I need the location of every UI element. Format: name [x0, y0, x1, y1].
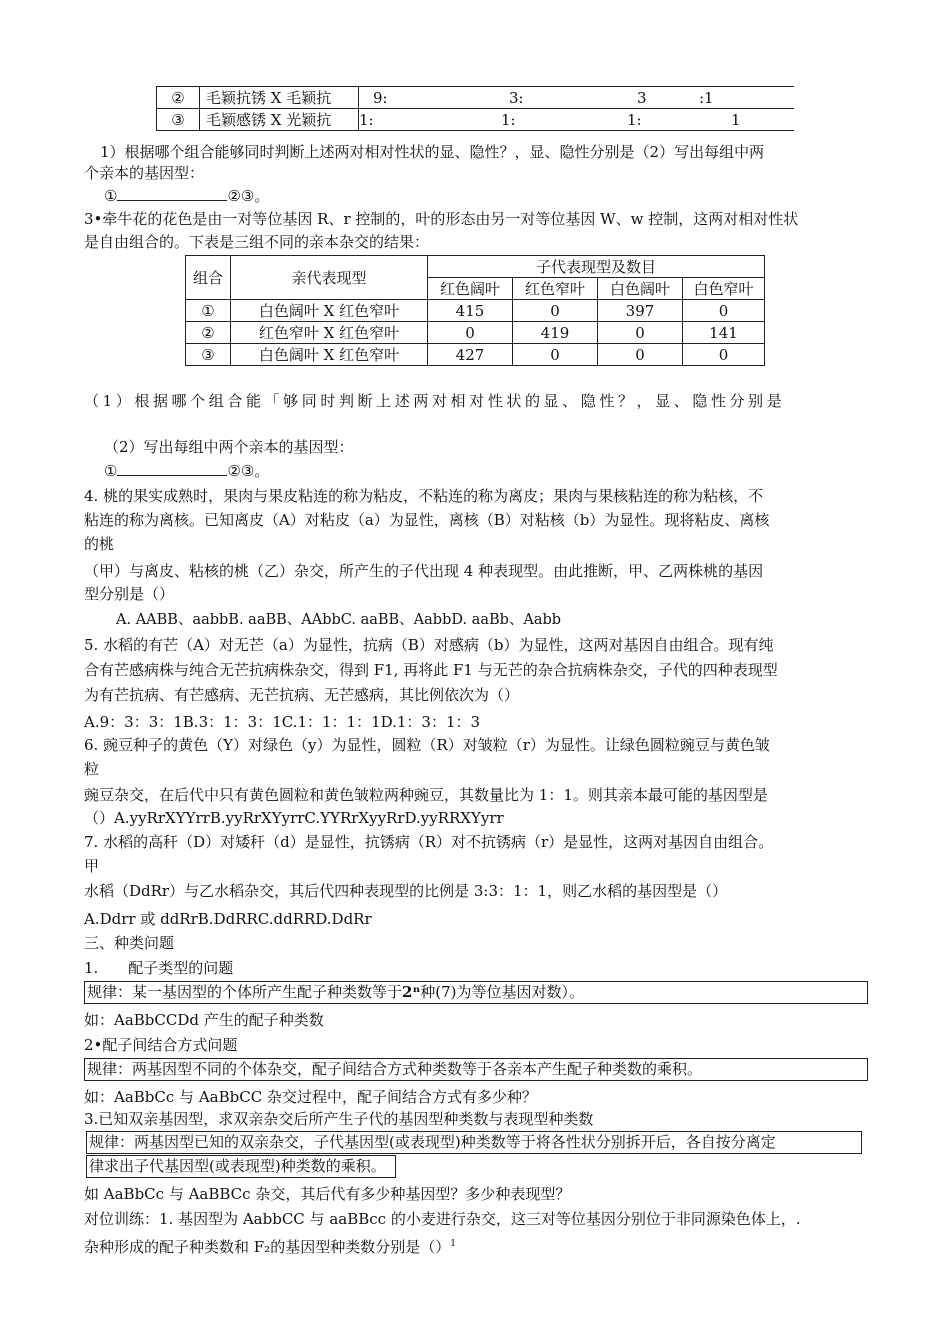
value-cell: 419	[513, 322, 598, 344]
rule-box-1	[84, 981, 868, 1004]
ratio-cell: 1:	[627, 109, 695, 131]
value-cell: 0	[683, 344, 765, 366]
table-row	[157, 109, 795, 131]
q7-line-3: 水稻（DdRr）与乙水稻杂交，其后代四种表现型的比例是 3:3：1：1，则乙水稻的基因型是（）	[84, 882, 728, 900]
rule-formula: 2ⁿ	[402, 983, 421, 1001]
header-col: 白色阔叶	[598, 278, 683, 300]
q6-line-3: 豌豆杂交，在后代中只有黄色圆粒和黄色皱粒两种豌豆，其数量比为 1：1。则其亲本最可能的基因型是	[84, 786, 768, 804]
header-offspring: 子代表现型及数目	[428, 256, 765, 278]
q6-line-1: 6. 豌豆种子的黄色（Y）对绿色（y）为显性，圆粒（R）对皱粒（r）为显性。让绿色圆粒豌豆与黄色皱	[84, 736, 770, 754]
value-cell: 0	[513, 300, 598, 322]
table-row	[186, 300, 765, 322]
q7-line-1: 7. 水稻的高秆（D）对矮秆（d）是显性，抗锈病（R）对不抗锈病（r）是显性，这两对基因自由组合。	[84, 833, 774, 851]
row-number: ②	[186, 322, 231, 344]
rule-text: 种(7)为等位基因对数）。	[420, 983, 584, 1001]
table-row	[157, 87, 795, 109]
answer-label: ①	[104, 462, 118, 480]
answer-label: ②③。	[227, 187, 270, 205]
row-number: ①	[186, 300, 231, 322]
cross-cell: 白色阔叶 X 红色窄叶	[231, 344, 428, 366]
q1-line-2: 个亲本的基因型：	[84, 164, 205, 182]
q1-line-1: 1）根据哪个组合能够同时判断上述两对相对性状的显、隐性？，显、隐性分别是（2）写出每组中两	[100, 143, 765, 161]
ratio-cell: 1:	[359, 109, 494, 131]
cross-cell: 红色窄叶 X 红色窄叶	[231, 322, 428, 344]
header-parent: 亲代表现型	[231, 256, 428, 300]
q3b-answer-line	[104, 459, 269, 482]
answer-label: ①	[104, 187, 118, 205]
header-group: 组合	[186, 256, 231, 300]
value-cell: 0	[428, 322, 513, 344]
ratio-cell: 3	[627, 87, 695, 109]
q4-line-3: 的桃	[84, 535, 115, 553]
subsection-1: 1. 配子类型的问题	[84, 959, 234, 977]
morning-glory-table	[185, 255, 765, 366]
rule-box-3b: 律求出子代基因型(或表现型)种类数的乘积。	[86, 1155, 396, 1178]
q4-line-2: 粘连的称为离核。已知离皮（A）对粘皮（a）为显性，离核（B）对粘核（b）为显性。现将粘皮、离核	[84, 511, 770, 529]
answer-blank[interactable]	[117, 184, 227, 201]
header-col: 白色窄叶	[683, 278, 765, 300]
table-header-row	[186, 256, 765, 278]
table-row	[186, 322, 765, 344]
q5-line-2: 合有芒感病株与纯合无芒抗病株杂交，得到 F1, 再将此 F1 与无芒的杂合抗病株杂交，子代的四种表现型	[84, 661, 778, 679]
ratio-cell: 3:	[493, 87, 627, 109]
q4-line-5: 型分别是（）	[84, 585, 175, 603]
q1-answer-line	[104, 184, 269, 207]
q7-options: A.Ddrr 或 ddRrB.DdRRC.ddRRD.DdRr	[84, 910, 372, 928]
footnote-mark: 1	[450, 1239, 456, 1249]
rule-box-2: 规律：两基因型不同的个体杂交，配子间结合方式种类数等于各亲本产生配子种类数的乘积。	[84, 1058, 868, 1081]
wheat-cross-table	[156, 86, 794, 131]
rule-box-3a: 规律：两基因型已知的双亲杂交，子代基因型(或表现型)种类数等于将各性状分别拆开后，各自按分离定	[86, 1131, 862, 1154]
training-line-1: 对位训练：1. 基因型为 AabbCC 与 aaBBcc 的小麦进行杂交，这三对等位基因分别位于非同源染色体上，.	[84, 1210, 801, 1228]
rule-text: 规律：某一基因型的个体所产生配子种类数等于	[87, 983, 403, 1001]
table-row	[186, 344, 765, 366]
q6-line-2: 粒	[84, 760, 100, 778]
cross-cell: 毛颖感锈 X 光颖抗	[200, 109, 359, 131]
answer-blank[interactable]	[117, 459, 227, 476]
q3b-line-1: （1）根据哪个组合能「够同时判断上述两对相对性状的显、隐性？，显、隐性分别是	[84, 392, 786, 410]
cross-cell: 毛颖抗锈 X 毛颖抗	[200, 87, 359, 109]
ratio-cell: 1	[695, 109, 794, 131]
example-3: 如 AaBbCc 与 AaBBCc 杂交，其后代有多少种基因型？多少种表现型？	[84, 1185, 571, 1203]
header-col: 红色阔叶	[428, 278, 513, 300]
value-cell: 141	[683, 322, 765, 344]
answer-label: ②③。	[227, 462, 270, 480]
training-line-2	[84, 1233, 456, 1258]
q4-line-1: 4. 桃的果实成熟时，果肉与果皮粘连的称为粘皮，不粘连的称为离皮；果肉与果核粘连的称为粘核，不	[84, 487, 764, 505]
row-number: ③	[157, 109, 200, 131]
q3b-line-2: （2）写出每组中两个亲本的基因型：	[104, 438, 354, 456]
q3-line-1: 3•牵牛花的花色是由一对等位基因 R、r 控制的，叶的形态由另一对等位基因 W、w 控制，这两对相对性状	[84, 210, 799, 228]
q3-line-2: 是自由组合的。下表是三组不同的亲本杂交的结果：	[84, 233, 430, 251]
value-cell: 0	[598, 322, 683, 344]
q4-options: A. AABB、aabbB. aaBB、AAbbC. aaBB、AabbD. aaBb、Aabb	[116, 612, 562, 628]
example-2: 如：AaBbCc 与 AaBbCC 杂交过程中，配子间结合方式有多少种？	[84, 1088, 537, 1106]
subsection-3: 3.已知双亲基因型，求双亲杂交后所产生子代的基因型种类数与表现型种类数	[84, 1110, 594, 1128]
ratio-cell: :1	[695, 87, 794, 109]
q4-line-4: （甲）与离皮、粘核的桃（乙）杂交，所产生的子代出现 4 种表现型。由此推断，甲、乙两株桃的基因	[84, 562, 764, 580]
q5-line-3: 为有芒抗病、有芒感病、无芒抗病、无芒感病，其比例依次为（）	[84, 686, 520, 704]
q5-options: A.9：3：3：1B.3：1：3：1C.1：1：1：1D.1：3：1：3	[84, 713, 481, 731]
value-cell: 0	[513, 344, 598, 366]
subsection-2: 2•配子间结合方式问题	[84, 1036, 238, 1054]
q7-line-2: 甲	[84, 857, 100, 875]
row-number: ②	[157, 87, 200, 109]
value-cell: 0	[598, 344, 683, 366]
value-cell: 415	[428, 300, 513, 322]
header-col: 红色窄叶	[513, 278, 598, 300]
training-text: 杂种形成的配子种类数和 F₂的基因型种类数分别是（）	[84, 1238, 451, 1256]
row-number: ③	[186, 344, 231, 366]
q6-options: （）A.yyRrXYYrrB.yyRrXYyrrC.YYRrXyyRrD.yyRRXYyrr	[84, 809, 504, 827]
value-cell: 0	[683, 300, 765, 322]
section-title: 三、种类问题	[84, 934, 175, 952]
value-cell: 427	[428, 344, 513, 366]
q5-line-1: 5. 水稻的有芒（A）对无芒（a）为显性，抗病（B）对感病（b）为显性，这两对基因自由组合。现有纯	[84, 636, 774, 654]
example-1: 如：AaBbCCDd 产生的配子种类数	[84, 1011, 324, 1029]
ratio-cell: 9:	[359, 87, 494, 109]
value-cell: 397	[598, 300, 683, 322]
ratio-cell: 1:	[493, 109, 627, 131]
cross-cell: 白色阔叶 X 红色窄叶	[231, 300, 428, 322]
